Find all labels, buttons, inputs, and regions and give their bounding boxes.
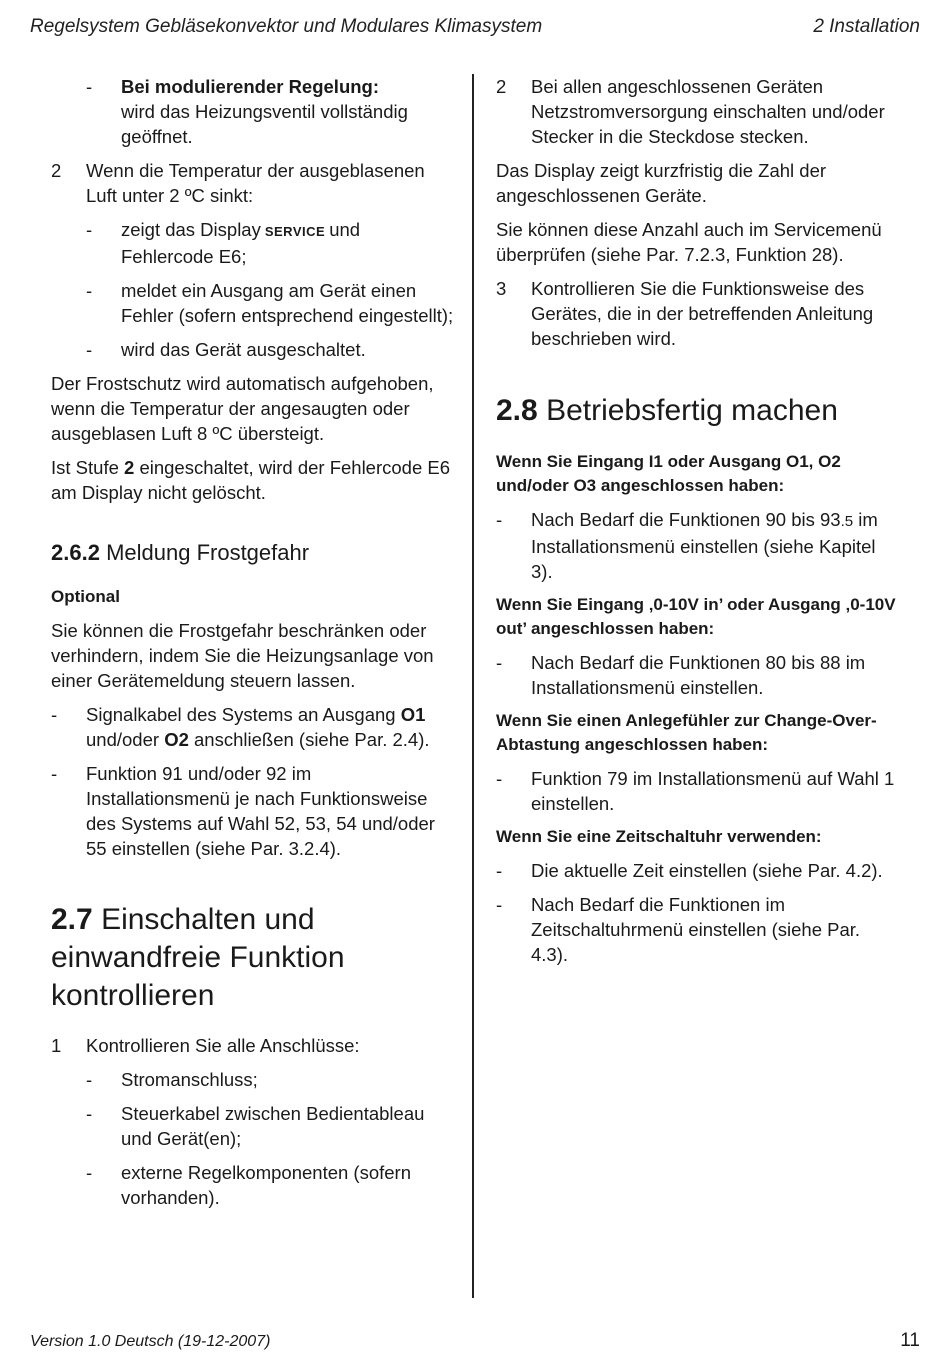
- list-item-text: externe Regelkomponenten (sofern vorhanden).: [121, 1162, 412, 1208]
- section-number: 2.6.2: [51, 540, 100, 565]
- list-item-text: Funktion 79 im Installationsmenü auf Wahl 1 einstellen.: [531, 768, 895, 814]
- page-number: 11: [900, 1330, 920, 1351]
- left-column: [51, 74, 456, 1219]
- list-marker: -: [51, 763, 58, 784]
- list-marker: -: [496, 509, 503, 530]
- header-title: Regelsystem Gebläsekonvektor und Modulares Klimasystem: [30, 16, 543, 37]
- section-title: Meldung Frostgefahr: [106, 540, 310, 565]
- paragraph: Der Frostschutz wird automatisch aufgehoben, wenn die Temperatur der angesaugten oder ausgeblasen Luft 8 ºC übersteigt.: [51, 373, 434, 444]
- item-text: Bei allen angeschlossenen Geräten Netzstromversorgung einschalten und/oder Stecker in die Steckdose stecken.: [531, 76, 885, 147]
- list-item-text: Funktion 91 und/oder 92 im Installationsmenü je nach Funktionsweise des Systems auf Wahl 52, 53, 54 und/oder 55 einstellen (siehe Par. 3.2.4).: [86, 763, 435, 859]
- condition-label: Wenn Sie Eingang I1 oder Ausgang O1, O2 und/oder O3 angeschlossen haben:: [496, 452, 841, 495]
- list-marker: -: [86, 339, 93, 360]
- list-item-text: wird das Heizungsventil vollständig geöffnet.: [121, 101, 408, 147]
- running-header: [30, 16, 920, 38]
- list-marker: -: [496, 894, 503, 915]
- version-label: Version 1.0 Deutsch (19-12-2007): [30, 1333, 271, 1350]
- page-footer: [30, 1330, 920, 1352]
- item-text: Kontrollieren Sie alle Anschlüsse:: [86, 1035, 360, 1056]
- list-item: [496, 766, 901, 816]
- right-column: [496, 74, 901, 976]
- numbered-item: [496, 74, 901, 149]
- list-item: [86, 1101, 456, 1151]
- numbered-item: [51, 158, 456, 208]
- list-item: [86, 1160, 456, 1210]
- list-item: - Nach Bedarf die Funktionen 90 bis 93.5 im Installationsmenü einstellen (siehe Kapitel 3).: [496, 509, 878, 582]
- section-heading: [51, 901, 456, 1015]
- item-text: Kontrollieren Sie die Funktionsweise des Gerätes, die in der betreffenden Anleitung beschrieben wird.: [531, 278, 874, 349]
- condition-label: Wenn Sie Eingang ‚0-10V in’ oder Ausgang ‚0-10V out’ angeschlossen haben:: [496, 595, 896, 638]
- list-marker: -: [86, 76, 93, 97]
- optional-label: Optional: [51, 587, 120, 606]
- list-item-text: Steuerkabel zwischen Bedientableau und Gerät(en);: [121, 1103, 425, 1149]
- service-display-label: SERVICE: [264, 224, 326, 239]
- list-item: [51, 761, 456, 861]
- paragraph: Ist Stufe 2 eingeschaltet, wird der Fehlercode E6 am Display nicht gelöscht.: [51, 457, 451, 503]
- list-item-heading: Bei modulierender Regelung:: [121, 76, 380, 97]
- item-number: 3: [496, 278, 507, 299]
- list-marker: -: [86, 1069, 93, 1090]
- list-marker: -: [86, 280, 93, 301]
- list-item-text: wird das Gerät ausgeschaltet.: [121, 339, 366, 360]
- column-divider: [472, 74, 474, 1298]
- list-marker: -: [496, 652, 503, 673]
- list-item: [86, 217, 456, 269]
- list-item: [86, 1067, 456, 1092]
- numbered-item: [51, 1033, 456, 1058]
- item-number: 2: [496, 76, 507, 97]
- section-number: 2.7: [51, 903, 93, 936]
- list-item: [496, 858, 901, 883]
- numbered-item: [496, 276, 901, 351]
- list-marker: -: [86, 1103, 93, 1124]
- list-marker: -: [496, 768, 503, 789]
- list-item: [496, 892, 901, 967]
- section-title: Betriebsfertig machen: [546, 394, 838, 427]
- list-item: - Signalkabel des Systems an Ausgang O1 und/oder O2 anschließen (siehe Par. 2.4).: [51, 704, 430, 750]
- paragraph: Sie können die Frostgefahr beschränken oder verhindern, indem Sie die Heizungsanlage von einer Gerätemeldung steuern lassen.: [51, 620, 434, 691]
- section-heading: [51, 539, 456, 567]
- list-item-text: zeigt das Display: [121, 219, 261, 240]
- condition-label: Wenn Sie einen Anlegefühler zur Change-Over-Abtastung angeschlossen haben:: [496, 711, 877, 754]
- section-number: 2.8: [496, 394, 538, 427]
- section-title: Einschalten und einwandfreie Funktion kontrollieren: [51, 903, 345, 1012]
- section-heading: [496, 392, 901, 430]
- paragraph: Das Display zeigt kurzfristig die Zahl der angeschlossenen Geräte.: [496, 160, 827, 206]
- list-item: [86, 337, 456, 362]
- list-item: [496, 650, 901, 700]
- list-item: [86, 74, 456, 149]
- list-item: [86, 278, 456, 328]
- list-marker: -: [51, 704, 58, 725]
- list-marker: -: [86, 219, 93, 240]
- list-item-text: Die aktuelle Zeit einstellen (siehe Par. 4.2).: [531, 860, 883, 881]
- item-text: Wenn die Temperatur der ausgeblasenen Luft unter 2 ºC sinkt:: [86, 160, 425, 206]
- list-item-text: Nach Bedarf die Funktionen im Zeitschaltuhrmenü einstellen (siehe Par. 4.3).: [531, 894, 861, 965]
- list-marker: -: [496, 860, 503, 881]
- list-item-text: und Fehlercode E6;: [121, 219, 361, 267]
- list-marker: -: [86, 1162, 93, 1183]
- condition-label: Wenn Sie eine Zeitschaltuhr verwenden:: [496, 827, 822, 846]
- list-item-text: meldet ein Ausgang am Gerät einen Fehler (sofern entsprechend eingestellt);: [121, 280, 454, 326]
- item-number: 2: [51, 160, 62, 181]
- item-number: 1: [51, 1035, 62, 1056]
- paragraph: Sie können diese Anzahl auch im Servicemenü überprüfen (siehe Par. 7.2.3, Funktion 28).: [496, 219, 882, 265]
- list-item-text: Nach Bedarf die Funktionen 80 bis 88 im Installationsmenü einstellen.: [531, 652, 866, 698]
- list-item-text: Stromanschluss;: [121, 1069, 258, 1090]
- header-chapter: 2 Installation: [813, 16, 920, 37]
